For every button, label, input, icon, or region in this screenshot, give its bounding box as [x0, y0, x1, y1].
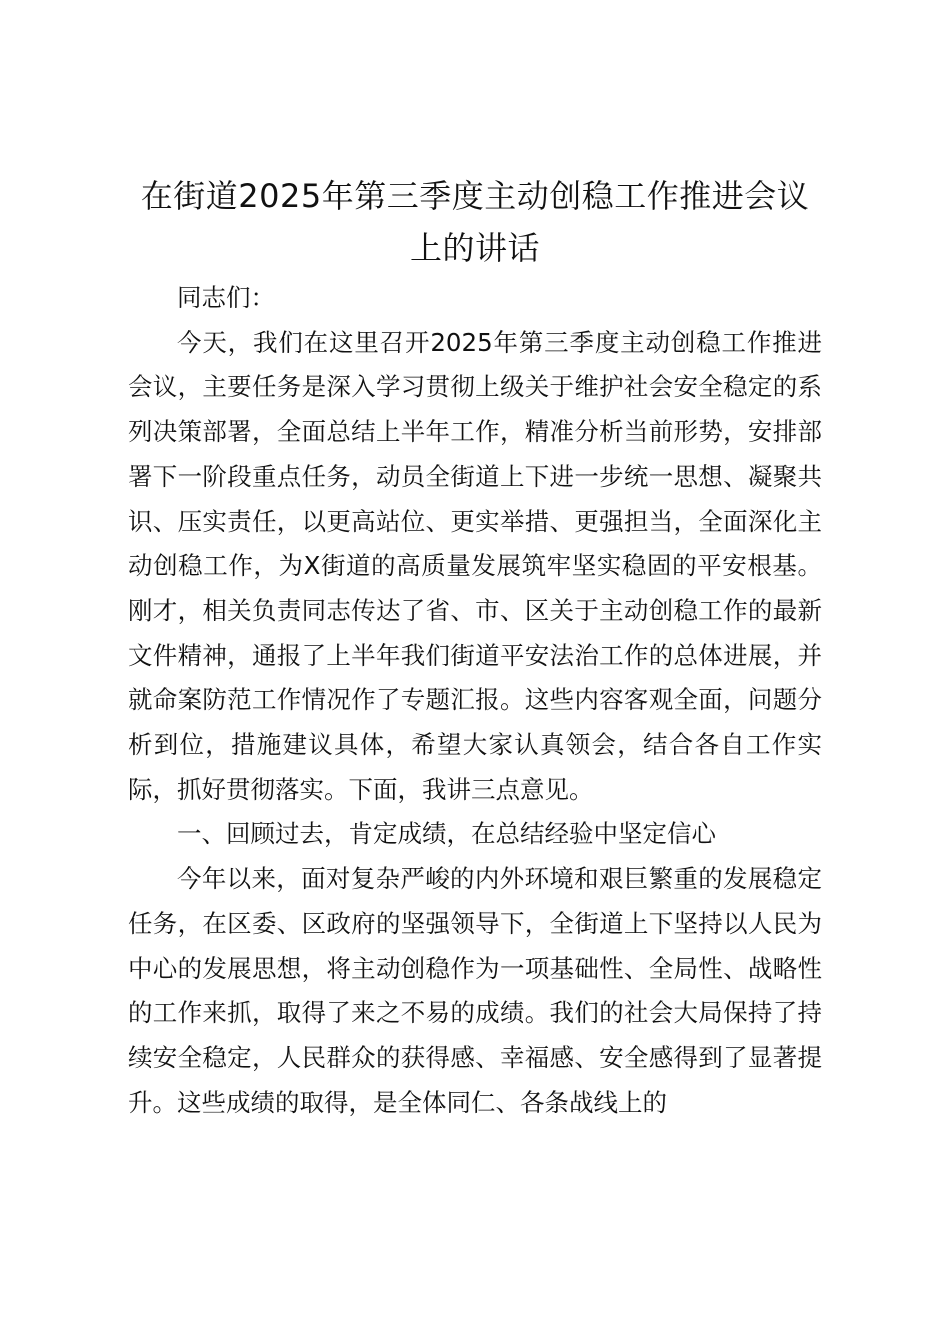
salutation: 同志们：: [177, 283, 275, 312]
paragraph-review: 今年以来，面对复杂严峻的内外环境和艰巨繁重的发展稳定任务，在区委、区政府的坚强领导下，全街道上下坚持以人民为中心的发展思想，将主动创稳作为一项基础性、全局性、战略性的工作来抓，取得了来之不易的成绩。我们的社会大局保持了持续安全稳定，人民群众的获得感、幸福感、安全感得到了显著提升。这些成绩的取得，是全体同仁、各条战线上的: [128, 864, 822, 1117]
document-title: 在街道2025年第三季度主动创稳工作推进会议上的讲话: [140, 177, 810, 267]
section-heading-1: 一、回顾过去，肯定成绩，在总结经验中坚定信心: [177, 819, 716, 849]
paragraph-opening: 今天，我们在这里召开2025年第三季度主动创稳工作推进会议，主要任务是深入学习贯彻上级关于维护社会安全稳定的系列决策部署，全面总结上半年工作，精准分析当前形势，安排部署下一阶段重点任务，动员全街道上下进一步统一思想、凝聚共识、压实责任，以更高站位、更实举措、更强担当，全面深化主动创稳工作，为X街道的高质量发展筑牢坚实稳固的平安根基。刚才，相关负责同志传达了省、市、区关于主动创稳工作的最新文件精神，通报了上半年我们街道平安法治工作的总体进展，并就命案防范工作情况作了专题汇报。这些内容客观全面，问题分析到位，措施建议具体，希望大家认真领会，结合各自工作实际，抓好贯彻落实。下面，我讲三点意见。: [128, 327, 822, 804]
document-body: [128, 276, 822, 1125]
